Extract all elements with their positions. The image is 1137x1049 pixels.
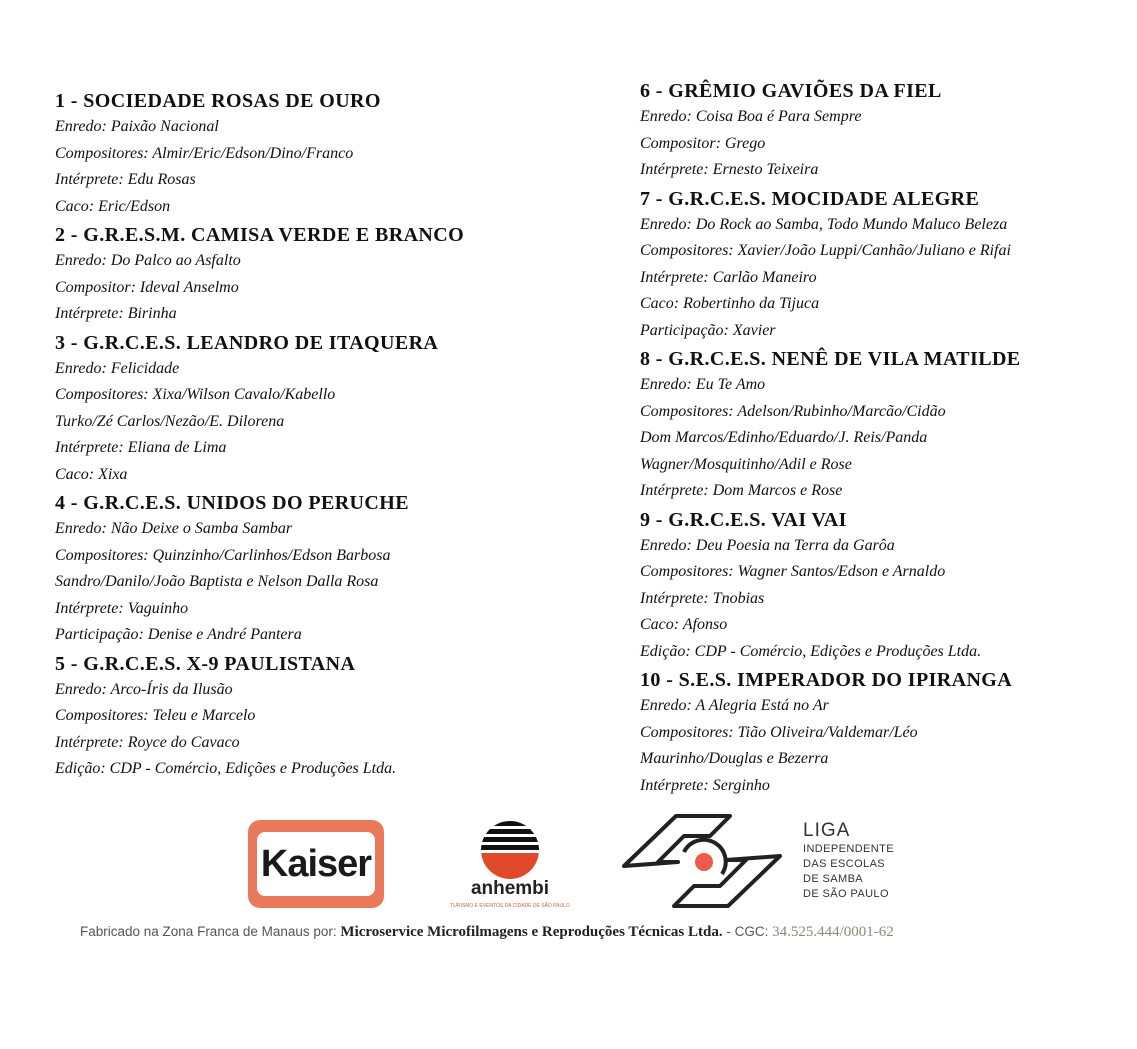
- anhembi-sun-icon: [445, 820, 575, 880]
- track-entry: [640, 667, 1110, 799]
- track-title: 8 - G.R.C.E.S. NENÊ DE VILA MATILDE: [640, 348, 1021, 370]
- footer-cgc-label: - CGC:: [726, 924, 769, 939]
- track-title: 7 - G.R.C.E.S. MOCIDADE ALEGRE: [640, 187, 980, 210]
- track-title: 1 - SOCIEDADE ROSAS DE OURO: [55, 90, 381, 112]
- track-credit-line: Caco: Afonso: [640, 616, 728, 633]
- track-entry: [55, 490, 595, 649]
- track-credit-line: Compositor: Ideval Anselmo: [55, 278, 239, 296]
- track-entry: [55, 222, 595, 328]
- track-credit-line: Enredo: Eu Te Amo: [640, 376, 766, 393]
- track-credit-line: Intérprete: Royce do Cavaco: [55, 733, 240, 751]
- liga-line: DE SÃO PAULO: [803, 888, 889, 900]
- track-credit-line: Compositor: Grego: [640, 134, 766, 152]
- liga-line: DAS ESCOLAS: [803, 858, 886, 870]
- track-credit-line: Compositores: Teleu e Marcelo: [55, 707, 256, 724]
- track-entry: [640, 78, 1110, 184]
- track-credit-line: Sandro/Danilo/João Baptista e Nelson Dalla Rosa: [55, 573, 379, 590]
- anhembi-tagline: TURISMO E EVENTOS DA CIDADE DE SÃO PAULO: [450, 903, 570, 909]
- track-title: 5 - G.R.C.E.S. X-9 PAULISTANA: [55, 652, 356, 675]
- track-credit-line: Intérprete: Tnobias: [640, 589, 765, 607]
- track-credit-line: Compositores: Adelson/Rubinho/Marcão/Cidão: [640, 402, 946, 420]
- track-credit-line: Enredo: Arco-Íris da Ilusão: [55, 680, 233, 698]
- track-credit-line: Intérprete: Eliana de Lima: [55, 439, 227, 456]
- track-credit-line: Intérprete: Dom Marcos e Rose: [640, 482, 843, 499]
- track-credit-line: Turko/Zé Carlos/Nezão/E. Dilorena: [55, 412, 285, 430]
- track-credit-line: Dom Marcos/Edinho/Eduardo/J. Reis/Panda: [640, 429, 928, 446]
- track-credit-line: Edição: CDP - Comércio, Edições e Produções Ltda.: [55, 760, 397, 777]
- track-credit-line: Participação: Xavier: [640, 321, 776, 339]
- liga-emblem-icon: [618, 808, 786, 913]
- liga-line: INDEPENDENTE: [803, 843, 894, 855]
- track-title: 9 - G.R.C.E.S. VAI VAI: [640, 508, 847, 531]
- track-credit-line: Enredo: Do Rock ao Samba, Todo Mundo Maluco Beleza: [640, 215, 1008, 233]
- track-credit-line: Enredo: Deu Poesia na Terra da Garôa: [640, 536, 895, 554]
- track-credit-line: Edição: CDP - Comércio, Edições e Produções Ltda.: [640, 642, 982, 660]
- track-credit-line: Intérprete: Birinha: [55, 305, 177, 322]
- liga-title: LIGA: [803, 820, 851, 841]
- liga-line: DE SAMBA: [803, 873, 864, 885]
- track-credit-line: Caco: Robertinho da Tijuca: [640, 295, 820, 312]
- track-entry: [55, 88, 595, 220]
- track-title: 6 - GRÊMIO GAVIÕES DA FIEL: [640, 80, 942, 102]
- track-title: 2 - G.R.E.S.M. CAMISA VERDE E BRANCO: [55, 224, 465, 246]
- manufacturer-footer: [80, 924, 1090, 941]
- right-column: [640, 76, 1110, 799]
- track-credit-line: Compositores: Wagner Santos/Edson e Arnaldo: [640, 563, 946, 580]
- track-entry: [55, 651, 595, 783]
- liga-text: [803, 820, 953, 902]
- track-credit-line: Compositores: Almir/Eric/Edson/Dino/Franco: [55, 144, 354, 162]
- track-credit-line: Caco: Xixa: [55, 465, 128, 483]
- left-column: [55, 86, 595, 783]
- track-credit-line: Compositores: Tião Oliveira/Valdemar/Léo: [640, 723, 918, 741]
- track-credit-line: Wagner/Mosquitinho/Adil e Rose: [640, 455, 852, 473]
- track-credit-line: Compositores: Quinzinho/Carlinhos/Edson Barbosa: [55, 546, 391, 564]
- track-credit-line: Enredo: Não Deixe o Samba Sambar: [55, 520, 293, 537]
- track-credit-line: Caco: Eric/Edson: [55, 197, 171, 215]
- track-credit-line: Intérprete: Ernesto Teixeira: [640, 161, 819, 178]
- kaiser-wordmark: Kaiser: [257, 832, 375, 896]
- track-credit-line: Intérprete: Vaguinho: [55, 599, 189, 617]
- track-credit-line: Compositores: Xixa/Wilson Cavalo/Kabello: [55, 386, 336, 403]
- track-title: 4 - G.R.C.E.S. UNIDOS DO PERUCHE: [55, 492, 409, 514]
- track-entry: [640, 507, 1110, 666]
- footer-prefix: Fabricado na Zona Franca de Manaus por:: [80, 924, 337, 939]
- track-title: 10 - S.E.S. IMPERADOR DO IPIRANGA: [640, 669, 1013, 691]
- track-entry: [55, 330, 595, 489]
- track-entry: [640, 346, 1110, 505]
- track-credit-line: Enredo: Do Palco ao Asfalto: [55, 252, 241, 269]
- track-credit-line: Participação: Denise e André Pantera: [55, 626, 302, 643]
- track-credit-line: Intérprete: Serginho: [640, 776, 770, 794]
- track-credit-line: Compositores: Xavier/João Luppi/Canhão/Juliano e Rifai: [640, 242, 1011, 259]
- anhembi-wordmark: anhembi: [470, 878, 550, 899]
- track-credit-line: Enredo: Coisa Boa é Para Sempre: [640, 108, 862, 125]
- track-credit-line: Enredo: Paixão Nacional: [55, 118, 219, 135]
- track-entry: [640, 186, 1110, 345]
- track-credit-line: Enredo: A Alegria Está no Ar: [640, 697, 829, 714]
- track-credit-line: Enredo: Felicidade: [55, 359, 180, 377]
- track-credit-line: Intérprete: Carlão Maneiro: [640, 268, 817, 286]
- track-title: 3 - G.R.C.E.S. LEANDRO DE ITAQUERA: [55, 331, 439, 354]
- anhembi-logo: [445, 820, 575, 912]
- track-credit-line: Intérprete: Edu Rosas: [55, 171, 196, 188]
- track-credit-line: Maurinho/Douglas e Bezerra: [640, 750, 829, 767]
- kaiser-logo: [248, 820, 384, 908]
- footer-cgc: 34.525.444/0001-62: [772, 924, 894, 940]
- footer-company: Microservice Microfilmagens e Reproduções Técnicas Ltda.: [340, 924, 723, 940]
